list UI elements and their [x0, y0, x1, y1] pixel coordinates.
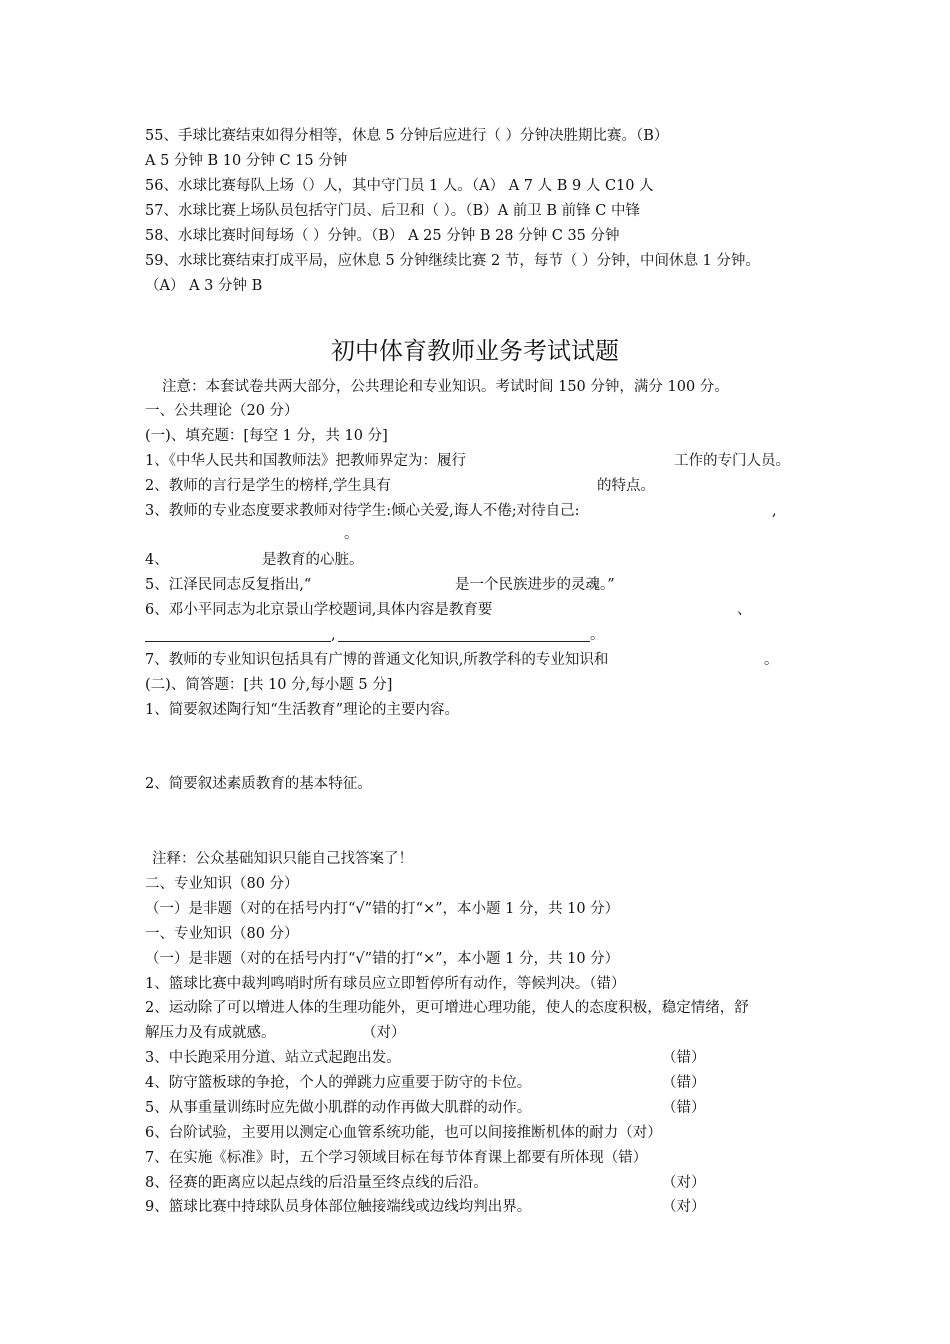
- fill-q4-start: 4、: [145, 552, 169, 568]
- tf-q8: 8、径赛的距离应以起点线的后沿量至终点线的后沿。: [145, 1175, 488, 1191]
- short-q2: 2、简要叙述素质教育的基本特征。: [145, 776, 372, 792]
- tf-q3: 3、中长跑采用分道、站立式起跑出发。: [145, 1050, 401, 1066]
- tf-q4-answer: （错）: [662, 1075, 706, 1091]
- fill-q6-start: 6、邓小平同志为北京景山学校题词,具体内容是教育要: [145, 602, 493, 618]
- short-header: (二)、简答题：[共 10 分,每小题 5 分]: [145, 677, 393, 693]
- q57: 57、水球比赛上场队员包括守门员、后卫和（ ）。（B）A 前卫 B 前锋 C 中锋: [145, 203, 640, 219]
- fill-header: (一)、填充题：[每空 1 分，共 10 分]: [145, 428, 388, 444]
- exam-title: 初中体育教师业务考试试题: [331, 337, 619, 365]
- fill-q6-blank-1: [145, 641, 331, 642]
- q59: 59、水球比赛结束打成平局，应休息 5 分钟继续比赛 2 节，每节（ ）分钟，中间休息 1 分钟。: [145, 253, 760, 269]
- tf-q1: 1、篮球比赛中裁判鸣哨时所有球员应立即暂停所有动作，等候判决。（错）: [145, 976, 626, 992]
- fill-q1-start: 1、《中华人民共和国教师法》把教师界定为：履行: [145, 453, 466, 469]
- q55-options: A 5 分钟 B 10 分钟 C 15 分钟: [145, 153, 348, 169]
- fill-q7-end: 。: [764, 652, 779, 668]
- fill-q6-blank-2: [338, 641, 590, 642]
- fill-q2-start: 2、教师的言行是学生的榜样,学生具有: [145, 478, 391, 494]
- fill-q4-end: 是教育的心脏。: [262, 552, 364, 568]
- fill-q6-comma: ,: [331, 627, 336, 643]
- tf-q5: 5、从事重量训练时应先做小肌群的动作再做大肌群的动作。: [145, 1100, 532, 1116]
- fill-q7-start: 7、教师的专业知识包括具有广博的普通文化知识,所教学科的专业知识和: [145, 652, 609, 668]
- tf-q5-answer: （错）: [662, 1100, 706, 1116]
- tf-q2-line2: 解压力及有成就感。: [145, 1025, 276, 1041]
- fill-q5-start: 5、江泽民同志反复指出,“: [145, 577, 312, 593]
- part2-heading-repeat: 一、专业知识（80 分）: [145, 926, 299, 942]
- tf-q6: 6、台阶试验，主要用以测定心血管系统功能，也可以间接推断机体的耐力（对）: [145, 1125, 662, 1141]
- tf-q9: 9、篮球比赛中持球队员身体部位触接端线或边线均判出界。: [145, 1199, 532, 1215]
- fill-q3-period: 。: [344, 526, 359, 542]
- fill-q1-end: 工作的专门人员。: [674, 453, 790, 469]
- fill-q6-period: 。: [590, 627, 605, 643]
- part1-heading: 一、公共理论（20 分）: [145, 403, 299, 419]
- tf-q3-answer: （错）: [662, 1050, 706, 1066]
- tf-q2-line1: 2、运动除了可以增进人体的生理功能外，更可增进心理功能，使人的态度积极，稳定情绪，舒: [145, 1000, 749, 1016]
- q56: 56、水球比赛每队上场（）人，其中守门员 1 人。（A） A 7 人 B 9 人 C10 人: [145, 178, 654, 194]
- remark: 注释：公众基础知识只能自己找答案了！: [152, 851, 413, 867]
- tf-q7: 7、在实施《标准》时，五个学习领域目标在每节体育课上都要有所体现（错）: [145, 1150, 648, 1166]
- fill-q3-start: 3、教师的专业态度要求教师对待学生:倾心关爱,诲人不倦;对待自己:: [145, 503, 580, 519]
- fill-q3-comma: ,: [772, 503, 777, 519]
- fill-q6-sep: 、: [737, 602, 752, 618]
- short-q1: 1、简要叙述陶行知“生活教育”理论的主要内容。: [145, 702, 460, 718]
- tf-q2-answer: （对）: [362, 1025, 406, 1041]
- q55: 55、手球比赛结束如得分相等，休息 5 分钟后应进行（ ）分钟决胜期比赛。（B）: [145, 128, 669, 144]
- tf-header: （一）是非题（对的在括号内打“√”错的打“×”，本小题 1 分，共 10 分）: [145, 901, 620, 917]
- fill-q2-end: 的特点。: [597, 478, 655, 494]
- q59-options: （A） A 3 分钟 B: [145, 278, 263, 294]
- fill-q5-end: 是一个民族进步的灵魂。”: [455, 577, 615, 593]
- part2-heading: 二、专业知识（80 分）: [145, 876, 299, 892]
- q58: 58、水球比赛时间每场（ ）分钟。（B） A 25 分钟 B 28 分钟 C 35 分钟: [145, 228, 620, 244]
- tf-q8-answer: （对）: [662, 1175, 706, 1191]
- tf-header-repeat: （一）是非题（对的在括号内打“√”错的打“×”，本小题 1 分，共 10 分）: [145, 951, 620, 967]
- tf-q4: 4、防守篮板球的争抢，个人的弹跳力应重要于防守的卡位。: [145, 1075, 532, 1091]
- tf-q9-answer: （对）: [662, 1199, 706, 1215]
- exam-notice: 注意：本套试卷共两大部分，公共理论和专业知识。考试时间 150 分钟，满分 100 分。: [162, 379, 729, 395]
